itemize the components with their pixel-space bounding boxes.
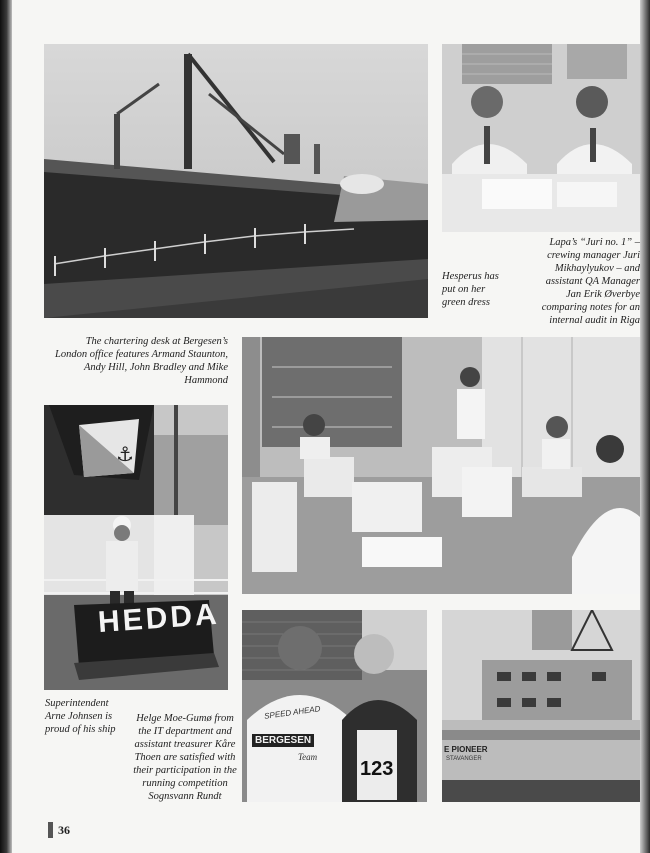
photo-runners xyxy=(242,610,427,802)
page-edge xyxy=(640,0,650,853)
photo-hedda-ship xyxy=(44,405,228,690)
shirt-team-text: Team xyxy=(298,752,318,762)
hull-name-text: E PIONEER xyxy=(444,745,488,754)
shirt-bergesen-text: BERGESEN xyxy=(252,734,314,747)
page-number: 36 xyxy=(58,823,70,837)
hedda-sign-text: HEDDA xyxy=(96,597,221,640)
race-number-text: 123 xyxy=(360,758,394,780)
photo-ship-pioneer xyxy=(442,610,640,802)
caption-lapa: Lapa’s “Juri no. 1” – crewing manager Juri Mikhaylyukov – and assistant QA Manager Jan Erik Øverbye comparing notes for an internal audit in Riga xyxy=(541,237,640,326)
photo-office-riga xyxy=(442,44,640,232)
photo-ship-dock xyxy=(44,44,428,318)
shirt-slogan-text: SPEED AHEAD xyxy=(263,704,321,721)
photo-london-desk xyxy=(242,337,640,594)
caption-helge: Helge Moe-Gumø from the IT department and assistant treasurer Kåre Thoen are satisfied with their participation in the running competition Sognsvann Rundt xyxy=(133,713,237,802)
caption-arne: Superintendent Arne Johnsen is proud of his ship xyxy=(45,698,116,735)
hull-port-text: STAVANGER xyxy=(446,756,482,762)
page-binding xyxy=(0,0,12,853)
svg-text:⚓: ⚓ xyxy=(116,442,134,466)
caption-hesperus: Hesperus has put on her green dress xyxy=(442,271,499,308)
page-number-tab xyxy=(48,822,53,838)
caption-chartering: The chartering desk at Bergesen’s London office features Armand Staunton, Andy Hill, John Bradley and Mike Hammond xyxy=(55,336,228,386)
magazine-page xyxy=(12,0,650,853)
